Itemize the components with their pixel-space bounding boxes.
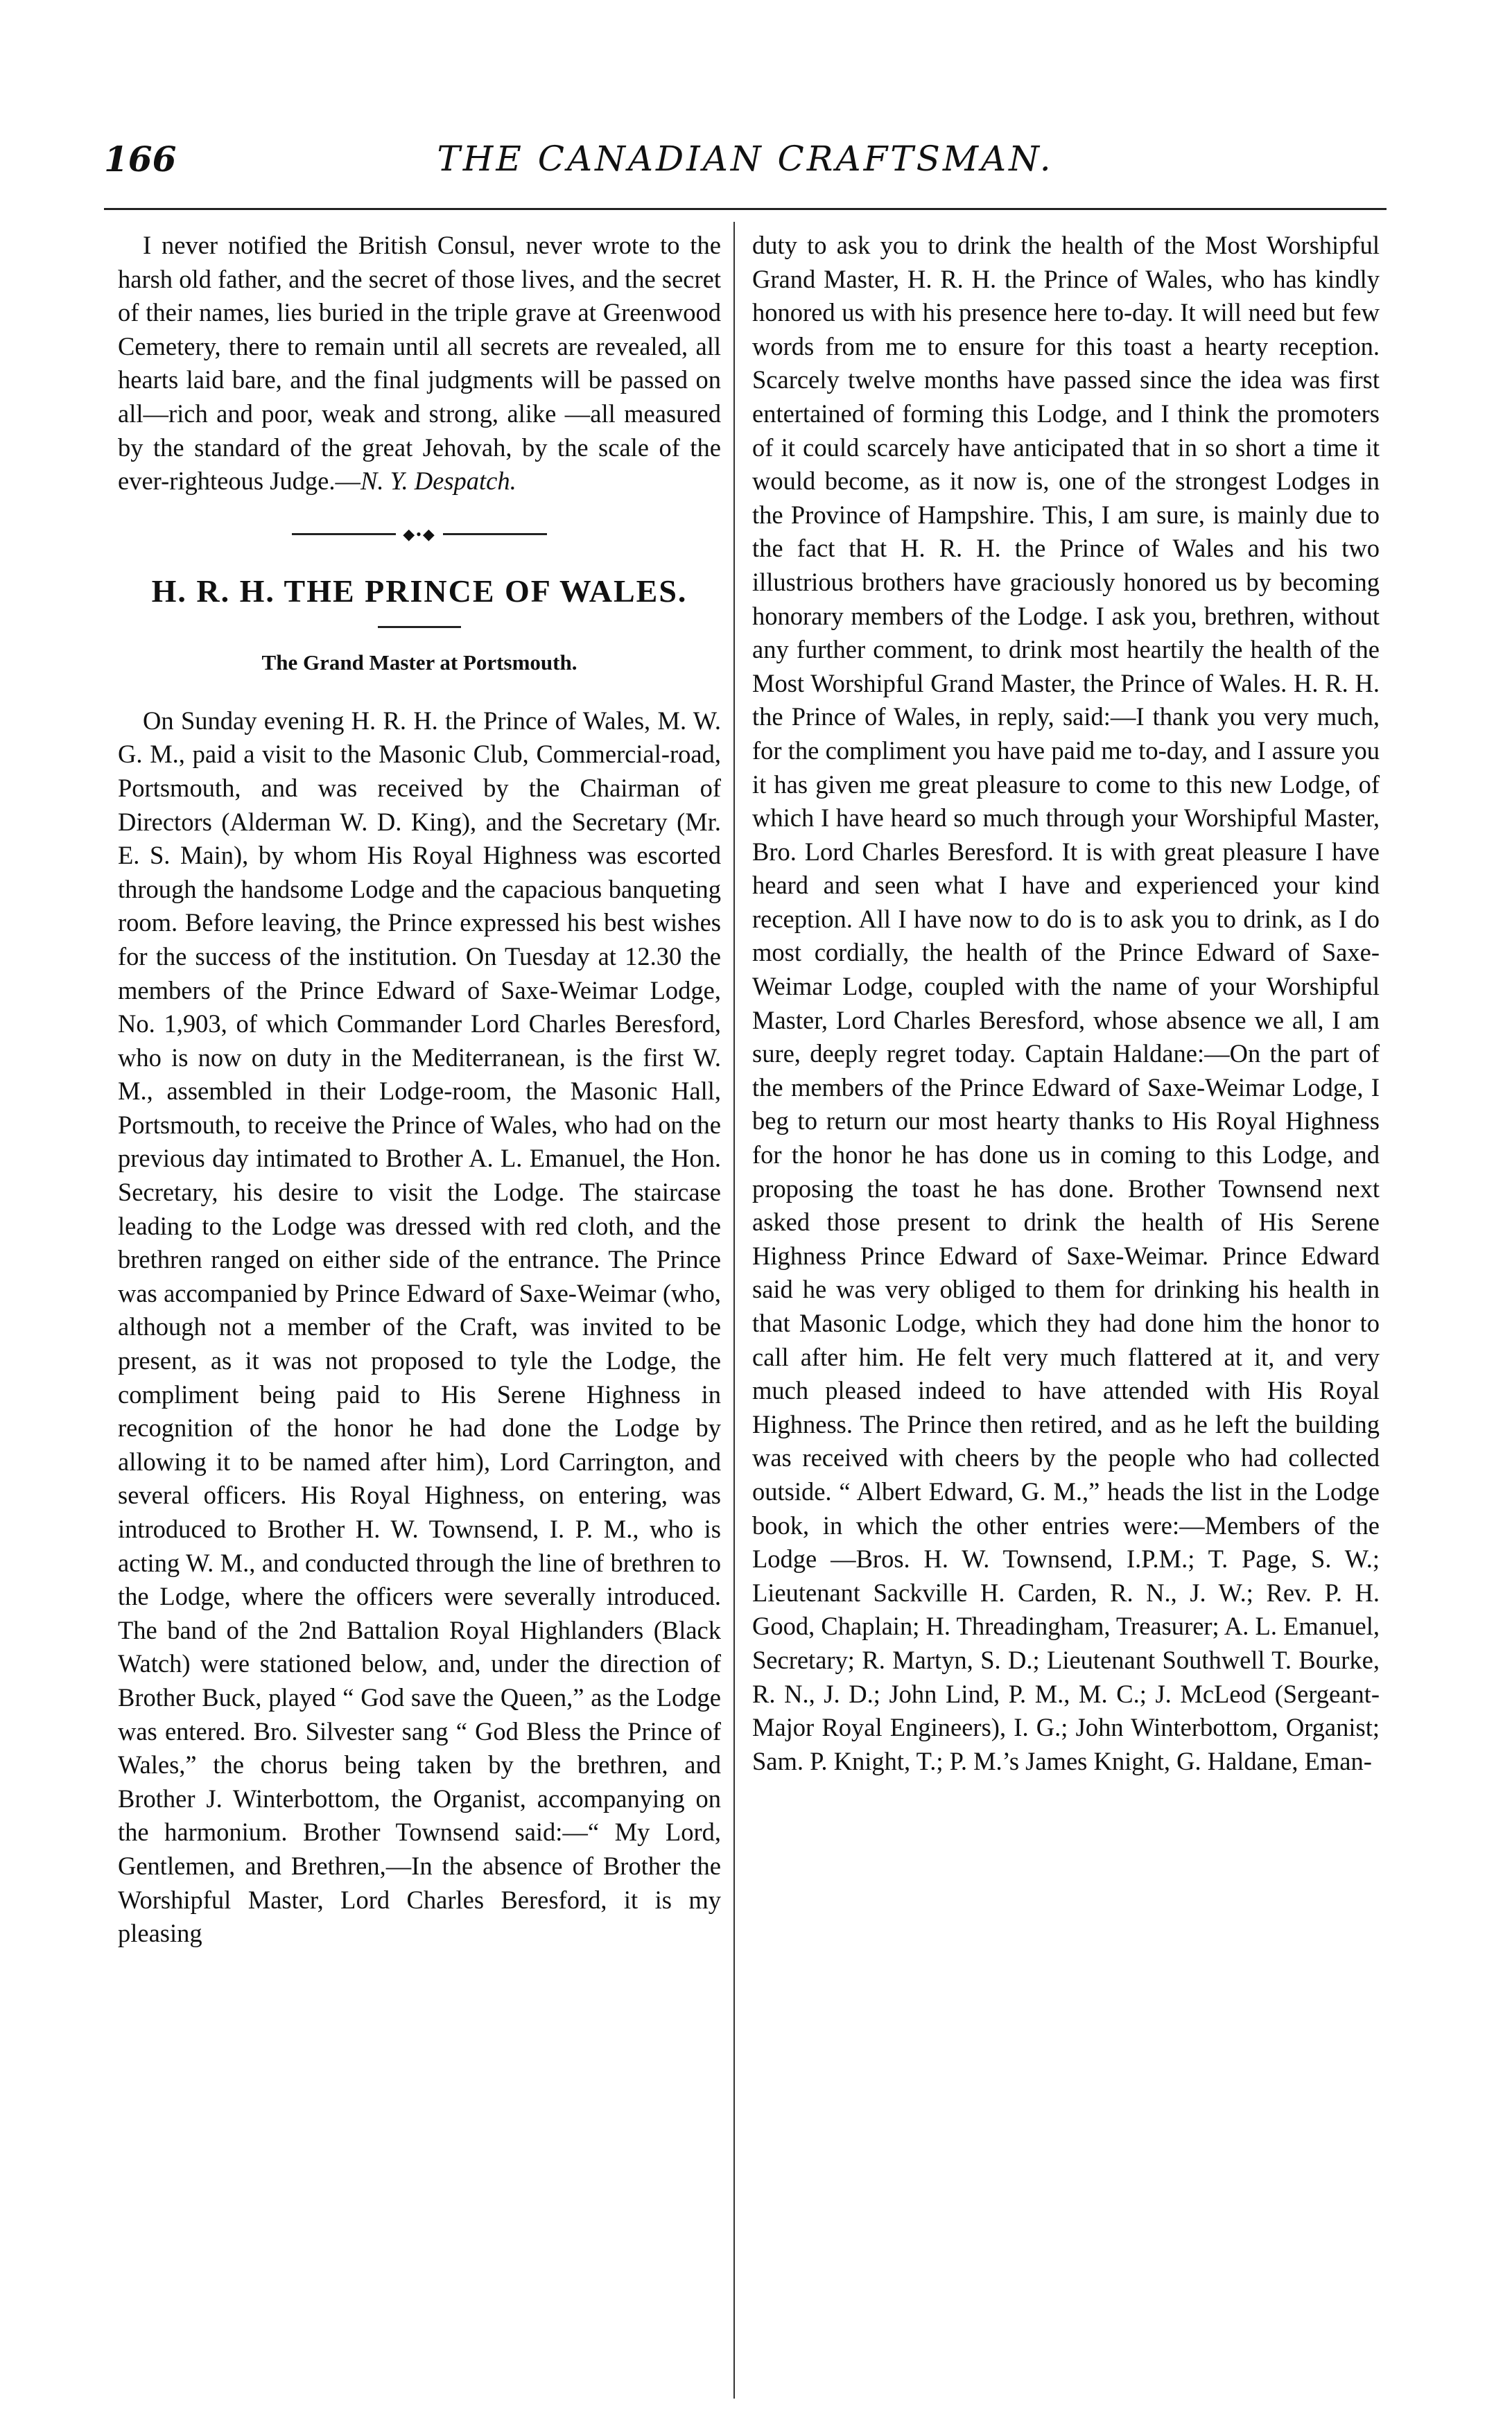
ornament-rule-right (443, 533, 547, 535)
article-subheadline: The Grand Master at Portsmouth. (261, 650, 577, 675)
page-number: 166 (104, 139, 177, 180)
headline-rule (378, 626, 461, 628)
column-divider (733, 222, 735, 2399)
opening-paragraph (118, 229, 721, 498)
dateline: N. Y. Despatch. (360, 467, 516, 496)
ornament-rule-left (292, 533, 396, 535)
opening-paragraph-text: I never notified the British Consul, never wrote to the harsh old father, and the secret of those lives, and the secret of their names, lies buried in the triple grave at Greenwood Cemetery, there to remain until all secrets are revealed, all hearts laid bare, and the final judgments will be passed on all—rich and poor, weak and strong, alike —all measured by the standard of the great Jehovah, by the scale of the ever-righteous Judge.— (118, 231, 721, 496)
page-header (104, 139, 1387, 194)
running-title: THE CANADIAN CRAFTSMAN. (437, 139, 1054, 179)
section-ornament (118, 526, 721, 543)
continuation-paragraph: duty to ask you to drink the health of the Most Worshipful Grand Master, H. R. H. the Prince of Wales, who has kindly honored us with his presence here to-day. It will need but few words from me to ensure for this toast a hearty reception. Scarcely twelve months have passed since the idea was first entertained of forming this Lodge, and I think the promoters of it could scarcely have anticipated that in so short a time it would become, as it now is, one of the strongest Lodges in the Province of Hampshire. This, I am sure, is mainly due to the fact that H. R. H. the Prince of Wales and his two illustrious brothers have graciously honored us by becoming honorary members of the Lodge. I ask you, brethren, without any further comment, to drink most heartily the health of the Most Worshipful Grand Master, the Prince of Wales. H. R. H. the Prince of Wales, in reply, said:—I thank you very much, for the compliment you have paid me to-day, and I assure you it has given me great pleasure to come to this new Lodge, of which I have heard so much through your Worshipful Master, Bro. Lord Charles Beresford. It is with great pleasure I have heard and seen what I have and experienced your kind reception. All I have now to do is to ask you to drink, as I do most cordially, the health of the Prince Edward of Saxe-Weimar Lodge, coupled with the name of your Worshipful Master, Lord Charles Beresford, whose absence we all, I am sure, deeply regret today. Captain Haldane:—On the part of the members of the Prince Edward of Saxe-Weimar Lodge, I beg to return our most hearty thanks to His Royal Highness for the honor he has done us in coming to this Lodge, and proposing the toast he has done. Brother Townsend next asked those present to drink the health of His Serene Highness Prince Edward of Saxe-Weimar. Prince Edward said he was very obliged to them for drinking his health in that Masonic Lodge, which they had done him the honor to call after him. He felt very much flattered at it, and very much pleased indeed to have attended with His Royal Highness. The Prince then retired, and as he left the building was received with cheers by the people who had collected outside. “ Albert Edward, G. M.,” heads the list in the Lodge book, in which the other entries were:—Members of the Lodge —Bros. H. W. Townsend, I.P.M.; T. Page, S. W.; Lieutenant Sackville H. Carden, R. N., J. W.; Rev. P. H. Good, Chaplain; H. Threadingham, Treasurer; A. L. Emanuel, Secretary; R. Martyn, S. D.; Lieutenant Southwell T. Bourke, R. N., J. D.; John Lind, P. M., M. C.; J. McLeod (Sergeant-Major Royal Engineers), I. G.; John Winterbottom, Organist; Sam. P. Knight, T.; P. M.’s James Knight, G. Haldane, Eman- (752, 231, 1380, 1775)
ornament-diamond-icon: ◆•◆ (403, 525, 436, 543)
article-paragraph: On Sunday evening H. R. H. the Prince of Wales, M. W. G. M., paid a visit to the Masonic Club, Commercial-road, Portsmouth, and was received by the Chairman of Directors (Alderman W. D. King), and the Secretary (Mr. E. S. Main), by whom His Royal Highness was escorted through the handsome Lodge and the capacious banqueting room. Before leaving, the Prince expressed his best wishes for the success of the institution. On Tuesday at 12.30 the members of the Prince Edward of Saxe-Weimar Lodge, No. 1,903, of which Commander Lord Charles Beresford, who is now on duty in the Mediterranean, is the first W. M., assembled in their Lodge-room, the Masonic Hall, Portsmouth, to receive the Prince of Wales, who had on the previous day intimated to Brother A. L. Emanuel, the Hon. Secretary, his desire to visit the Lodge. The staircase leading to the Lodge was dressed with red cloth, and the brethren ranged on either side of the entrance. The Prince was accompanied by Prince Edward of Saxe-Weimar (who, although not a member of the Craft, was invited to be present, as it was not proposed to tyle the Lodge, the compliment being paid to His Serene Highness in recognition of the honor he had done the Lodge by allowing it to be named after him), Lord Carrington, and several officers. His Royal Highness, on entering, was introduced to Brother H. W. Townsend, I. P. M., who is acting W. M., and conducted through the line of brethren to the Lodge, where the officers were severally introduced. The band of the 2nd Battalion Royal Highlanders (Black Watch) were stationed below, and, under the direction of Brother Buck, played “ God save the Queen,” as the Lodge was entered. Bro. Silvester sang “ God Bless the Prince of Wales,” the chorus being taken by the brethren, and Brother J. Winterbottom, the Organist, accompanying on the harmonium. Brother Townsend said:—“ My Lord, Gentlemen, and Brethren,—In the absence of Brother the Worshipful Master, Lord Charles Beresford, it is my pleasing (118, 706, 721, 1948)
right-column (752, 229, 1380, 1778)
article-headline: H. R. H. THE PRINCE OF WALES. (151, 573, 688, 609)
left-column (118, 229, 721, 1951)
header-rule (104, 208, 1387, 210)
